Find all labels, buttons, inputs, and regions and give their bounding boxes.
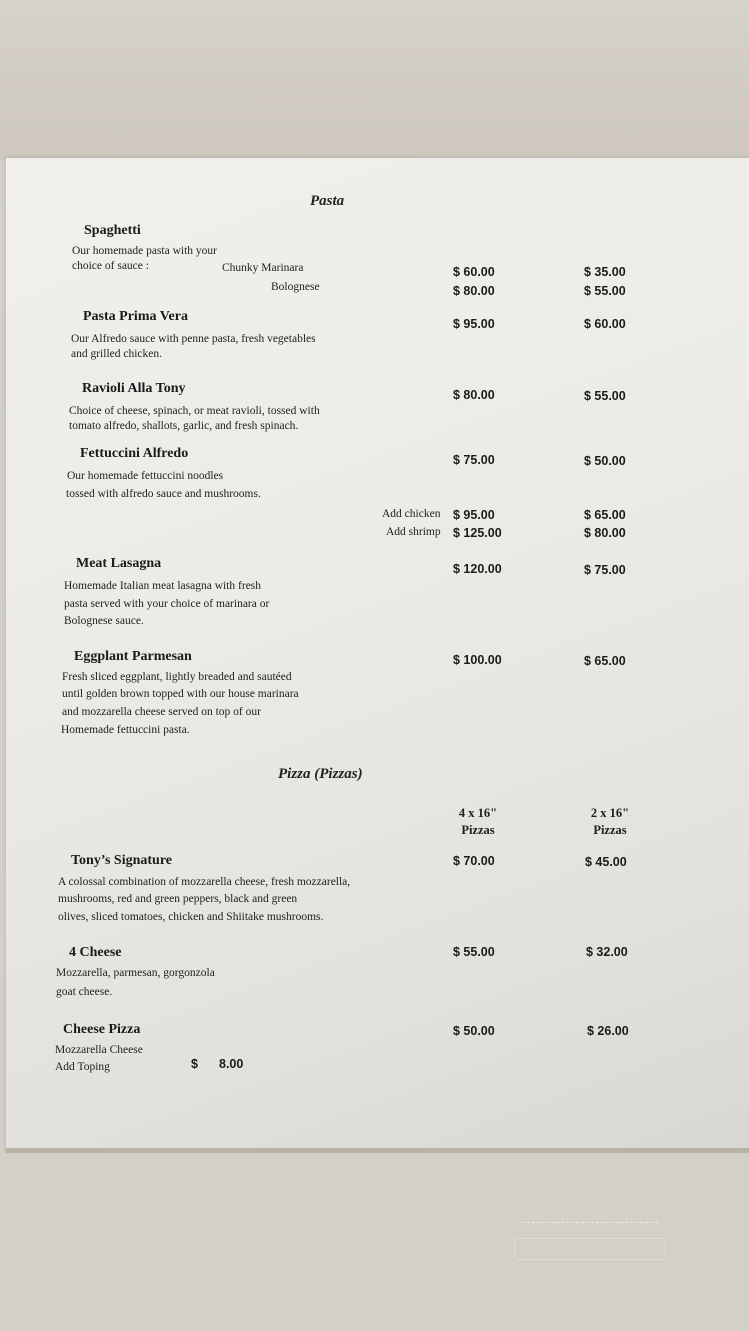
lasagna-desc-line-2: pasta served with your choice of marinara or	[64, 598, 270, 610]
pasta-section-title: Pasta	[310, 193, 345, 209]
tonys-signature-desc-line-3: olives, sliced tomatoes, chicken and Shiitake mushrooms.	[58, 911, 324, 923]
four-cheese-price-large: $ 55.00	[453, 945, 495, 959]
prima-vera-price-small: $ 60.00	[584, 317, 626, 331]
watermark-logo	[514, 1238, 666, 1260]
add-shrimp-price-large: $ 125.00	[453, 526, 502, 540]
watermark-rule	[522, 1222, 658, 1223]
lasagna-desc-line-3: Bolognese sauce.	[64, 615, 144, 627]
ravioli-price-small: $ 55.00	[584, 389, 626, 403]
spaghetti-desc-line-1: Our homemade pasta with your	[72, 245, 217, 257]
fettuccini-desc-line-1: Our homemade fettuccini noodles	[67, 470, 224, 482]
eggplant-desc-line-4: Homemade fettuccini pasta.	[61, 724, 190, 736]
four-cheese-desc-line-2: goat cheese.	[56, 986, 113, 998]
eggplant-price-small: $ 65.00	[584, 654, 626, 668]
spaghetti-bolognese-price-small: $ 55.00	[584, 284, 626, 298]
size-header-large-line-2: Pizzas	[461, 823, 495, 837]
lasagna-price-small: $ 75.00	[584, 563, 626, 577]
tonys-signature-price-large: $ 70.00	[453, 854, 495, 868]
size-header-small-line-1: 2 x 16"	[590, 806, 630, 820]
lasagna-price-large: $ 120.00	[453, 562, 502, 576]
fettuccini-price-small: $ 50.00	[584, 454, 626, 468]
spaghetti-option-marinara: Chunky Marinara	[222, 262, 304, 274]
spaghetti-name: Spaghetti	[84, 223, 141, 238]
prima-vera-price-large: $ 95.00	[453, 317, 495, 331]
cheese-pizza-price-large: $ 50.00	[453, 1024, 495, 1038]
tonys-signature-name: Tony’s Signature	[71, 853, 173, 868]
add-chicken-price-small: $ 65.00	[584, 508, 626, 522]
ravioli-price-large: $ 80.00	[453, 388, 495, 402]
size-header-large-line-1: 4 x 16"	[458, 806, 498, 820]
size-header-large	[438, 805, 518, 839]
topping-dollar-sign: $	[191, 1057, 198, 1071]
fettuccini-desc-line-2: tossed with alfredo sauce and mushrooms.	[66, 488, 261, 500]
topping-price: 8.00	[219, 1057, 244, 1071]
ravioli-desc-line-2: tomato alfredo, shallots, garlic, and fresh spinach.	[69, 420, 299, 432]
tonys-signature-desc-line-2: mushrooms, red and green peppers, black and green	[58, 893, 298, 905]
eggplant-desc-line-1: Fresh sliced eggplant, lightly breaded and sautéed	[62, 671, 292, 683]
four-cheese-name: 4 Cheese	[69, 945, 122, 960]
cheese-pizza-name: Cheese Pizza	[63, 1022, 141, 1037]
eggplant-desc-line-3: and mozzarella cheese served on top of our	[62, 706, 261, 718]
pizza-section-title: Pizza (Pizzas)	[278, 766, 363, 782]
fettuccini-price-large: $ 75.00	[453, 453, 495, 467]
four-cheese-price-small: $ 32.00	[586, 945, 628, 959]
fettuccini-name: Fettuccini Alfredo	[80, 446, 189, 461]
eggplant-name: Eggplant Parmesan	[74, 649, 192, 664]
spaghetti-bolognese-price-large: $ 80.00	[453, 284, 495, 298]
background-top	[0, 0, 749, 160]
cheese-pizza-desc-line-2: Add Toping	[55, 1061, 110, 1073]
tonys-signature-price-small: $ 45.00	[585, 855, 627, 869]
prima-vera-name: Pasta Prima Vera	[83, 309, 188, 324]
eggplant-price-large: $ 100.00	[453, 653, 502, 667]
paper-edge	[6, 1148, 749, 1153]
prima-vera-desc-line-2: and grilled chicken.	[71, 348, 163, 360]
add-chicken-label: Add chicken	[382, 508, 441, 520]
size-header-small	[570, 805, 650, 839]
size-header-small-line-2: Pizzas	[593, 823, 627, 837]
spaghetti-marinara-price-large: $ 60.00	[453, 265, 495, 279]
spaghetti-desc-line-2: choice of sauce :	[72, 260, 149, 272]
spaghetti-marinara-price-small: $ 35.00	[584, 265, 626, 279]
four-cheese-desc-line-1: Mozzarella, parmesan, gorgonzola	[56, 967, 215, 979]
ravioli-desc-line-1: Choice of cheese, spinach, or meat ravioli, tossed with	[69, 405, 320, 417]
lasagna-name: Meat Lasagna	[76, 556, 162, 571]
lasagna-desc-line-1: Homemade Italian meat lasagna with fresh	[64, 580, 262, 592]
add-shrimp-label: Add shrimp	[386, 526, 441, 538]
add-shrimp-price-small: $ 80.00	[584, 526, 626, 540]
cheese-pizza-desc-line-1: Mozzarella Cheese	[55, 1044, 143, 1056]
eggplant-desc-line-2: until golden brown topped with our house marinara	[62, 688, 299, 700]
add-chicken-price-large: $ 95.00	[453, 508, 495, 522]
spaghetti-option-bolognese: Bolognese	[271, 281, 320, 293]
ravioli-name: Ravioli Alla Tony	[82, 381, 186, 396]
cheese-pizza-price-small: $ 26.00	[587, 1024, 629, 1038]
prima-vera-desc-line-1: Our Alfredo sauce with penne pasta, fresh vegetables	[71, 333, 316, 345]
tonys-signature-desc-line-1: A colossal combination of mozzarella cheese, fresh mozzarella,	[58, 876, 351, 888]
